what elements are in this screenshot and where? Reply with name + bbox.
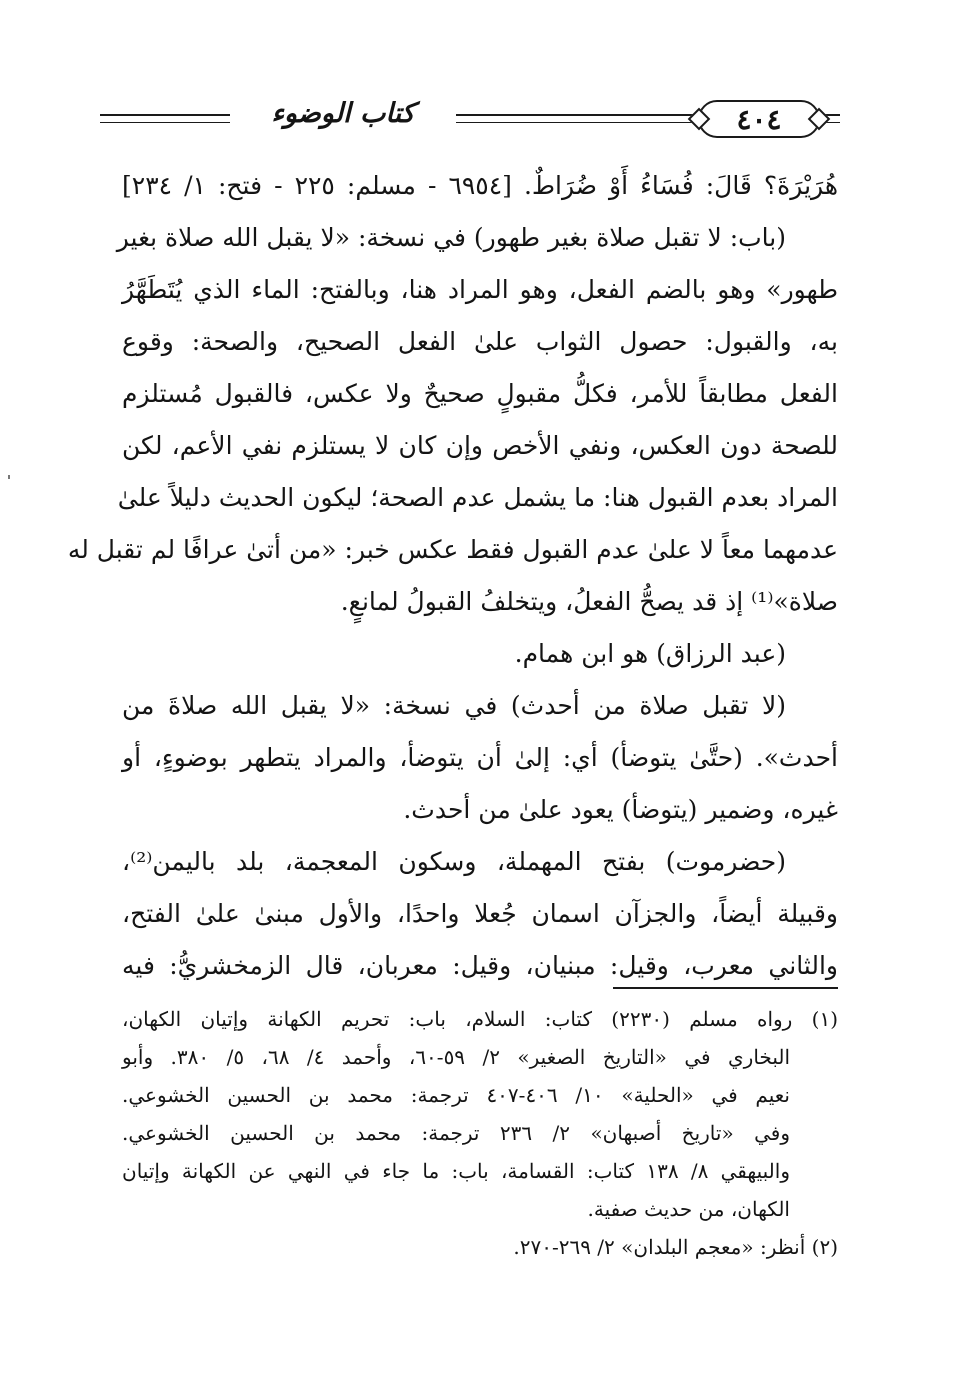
running-title: كتاب الوضوء: [230, 98, 456, 129]
text-line: (حضرموت) بفتح المهملة، وسكون المعجمة، بلد باليمن⁽²⁾،: [122, 847, 786, 876]
text-line: للصحة دون العكس، ونفي الأخص وإن كان لا يستلزم نفي الأعم، لكن: [122, 431, 838, 460]
text-line: الفعل مطابقاً للأمر، فكلُّ مقبولٍ صحيحٌ ولا عكس، فالقبول مُستلزم: [122, 379, 838, 408]
text-line: أحدث». (حتَّىٰ يتوضأ) أي: إلىٰ أن يتوضأ، والمراد يتطهر بوضوءٍ، أو: [122, 743, 838, 772]
main-text: [67, 160, 839, 992]
footnote-line: (١) رواه مسلم (٢٢٣٠) كتاب: السلام، باب: تحريم الكهانة وإتيان الكهان،: [122, 1007, 839, 1031]
text-line: به، والقبول: حصول الثواب علىٰ الفعل الصحيح، والصحة: وقوع: [122, 327, 838, 356]
footnote-line: البخاري في «التاريخ الصغير» ٢/ ٥٩-٦٠، وأحمد ٤/ ٦٨، ٥/ ٣٨٠. وأبو: [122, 1045, 791, 1069]
footnote-line: الكهان، من حديث صفية.: [587, 1197, 790, 1221]
text-line: والثاني معرب، وقيل: مبنيان، وقيل: معربان، قال الزمخشريُّ: فيه: [122, 951, 838, 980]
page-header: [100, 96, 840, 146]
text-line: المراد بعدم القبول هنا: ما يشمل عدم الصحة؛ ليكون الحديث دليلاً علىٰ: [117, 483, 838, 512]
scan-mark: [8, 475, 10, 479]
text-line: (باب: لا تقبل صلاة بغير طهور) في نسخة: «لا يقبل الله صلاة بغير: [116, 223, 786, 252]
text-line: (لا تقبل صلاة من أحدث) في نسخة: «لا يقبل الله صلاةَ من: [122, 691, 786, 720]
text-line: صلاة»⁽¹⁾ إذ قد يصحُّ الفعلُ، ويتخلفُ القبولُ لمانعٍ.: [340, 587, 838, 616]
page-number: ٤٠٤: [736, 102, 782, 136]
footnote-line: وفي «تاريخ أصبهان» ٢/ ٢٣٦ ترجمة: محمد بن الحسين الخشوعي.: [122, 1121, 790, 1145]
footnotes: [122, 1000, 838, 1266]
text-line: (عبد الرزاق) هو ابن همام.: [514, 639, 786, 668]
text-line: طهور» وهو بالضم الفعل، وهو المراد هنا، وبالفتح: الماء الذي يُتَطَهَّرُ: [122, 275, 838, 304]
footnote-line: نعيم في «الحلية» ١٠/ ٤٠٦-٤٠٧ ترجمة: محمد بن الحسين الخشوعي.: [122, 1083, 790, 1107]
footnote-line: (٢) أنظر: «معجم البلدان» ٢/ ٢٦٩-٢٧٠.: [513, 1235, 838, 1259]
footnote-line: والبيهقي ٨/ ١٣٨ كتاب: القسامة، باب: ما جاء في النهي عن الكهانة وإتيان: [122, 1159, 790, 1183]
text-line: غيره، وضمير (يتوضأ) يعود علىٰ من أحدث.: [403, 795, 838, 824]
text-line: عدمهما معاً لا علىٰ عدم القبول فقط عكس خبر: «من أتىٰ عرافًا لم تقبل له: [67, 535, 838, 564]
text-line: هُرَيْرَةَ؟ قَالَ: فُسَاءُ أَوْ ضُرَاطٌ. [٦٩٥٤ - مسلم: ٢٢٥ - فتح: ١/ ٢٣٤]: [122, 171, 839, 200]
text-line: وقبيلة أيضاً، والجزآن اسمان جُعلا واحدًا، والأول مبنىٰ علىٰ الفتح،: [122, 899, 838, 928]
page-number-frame: [698, 100, 820, 138]
footnote-separator: [613, 987, 838, 989]
